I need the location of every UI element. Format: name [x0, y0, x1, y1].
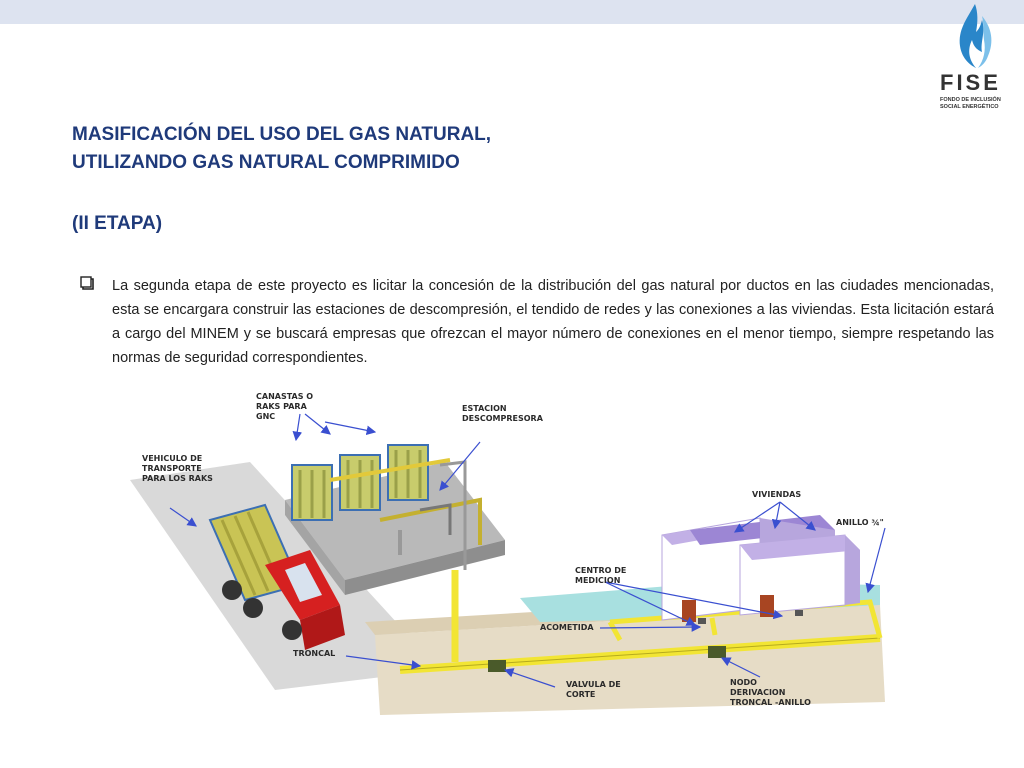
description-paragraph: La segunda etapa de este proyecto es licitar la concesión de la distribución del gas natural por ductos en las ciudades mencionadas, esta se encargara construir las estaciones de descompresión, el tendido de redes y las conexiones a las viviendas. Esta licitación estará a cargo del MINEM y se buscará empresas que ofrezcan el mayor número de conexiones en el menor tiempo, siempre respetando las normas de seguridad correspondientes. — [112, 278, 994, 366]
label-vehiculo: VEHICULO DE TRANSPORTE PARA LOS RAKS — [142, 454, 213, 483]
diagram-illustration — [0, 370, 1024, 768]
label-anillo: ANILLO ¾" — [836, 518, 884, 527]
label-estacion: ESTACION DESCOMPRESORA — [462, 404, 543, 423]
logo-subtitle — [940, 97, 1020, 111]
label-centro: CENTRO DE MEDICION — [575, 566, 627, 585]
shutoff-valve — [488, 660, 506, 672]
gas-distribution-diagram — [0, 370, 1024, 768]
fise-logo — [936, 0, 1016, 118]
top-band — [0, 0, 1024, 24]
label-valvula: VALVULA DE CORTE — [566, 680, 621, 699]
slide-title — [72, 121, 491, 177]
stage-label: (II ETAPA) — [72, 213, 163, 234]
logo-name: FISE — [940, 70, 1001, 95]
title-line-1: MASIFICACIÓN DEL USO DEL GAS NATURAL, — [72, 124, 492, 145]
title-line-2: UTILIZANDO GAS NATURAL COMPRIMIDO — [72, 152, 460, 173]
node-valve — [708, 646, 726, 658]
label-canastas: CANASTAS O RAKS PARA GNC — [256, 392, 314, 421]
label-acometida: ACOMETIDA — [540, 623, 594, 632]
label-troncal: TRONCAL — [293, 649, 336, 658]
checkbox-bullet-icon — [80, 276, 94, 290]
flame-icon — [952, 2, 998, 70]
logo-subtitle-line1: FONDO DE INCLUSIÓN — [940, 97, 1001, 103]
logo-subtitle-line2: SOCIAL ENERGÉTICO — [940, 104, 999, 110]
label-viviendas: VIVIENDAS — [752, 490, 802, 499]
label-nodo: NODO DERIVACION TRONCAL -ANILLO — [730, 678, 811, 707]
